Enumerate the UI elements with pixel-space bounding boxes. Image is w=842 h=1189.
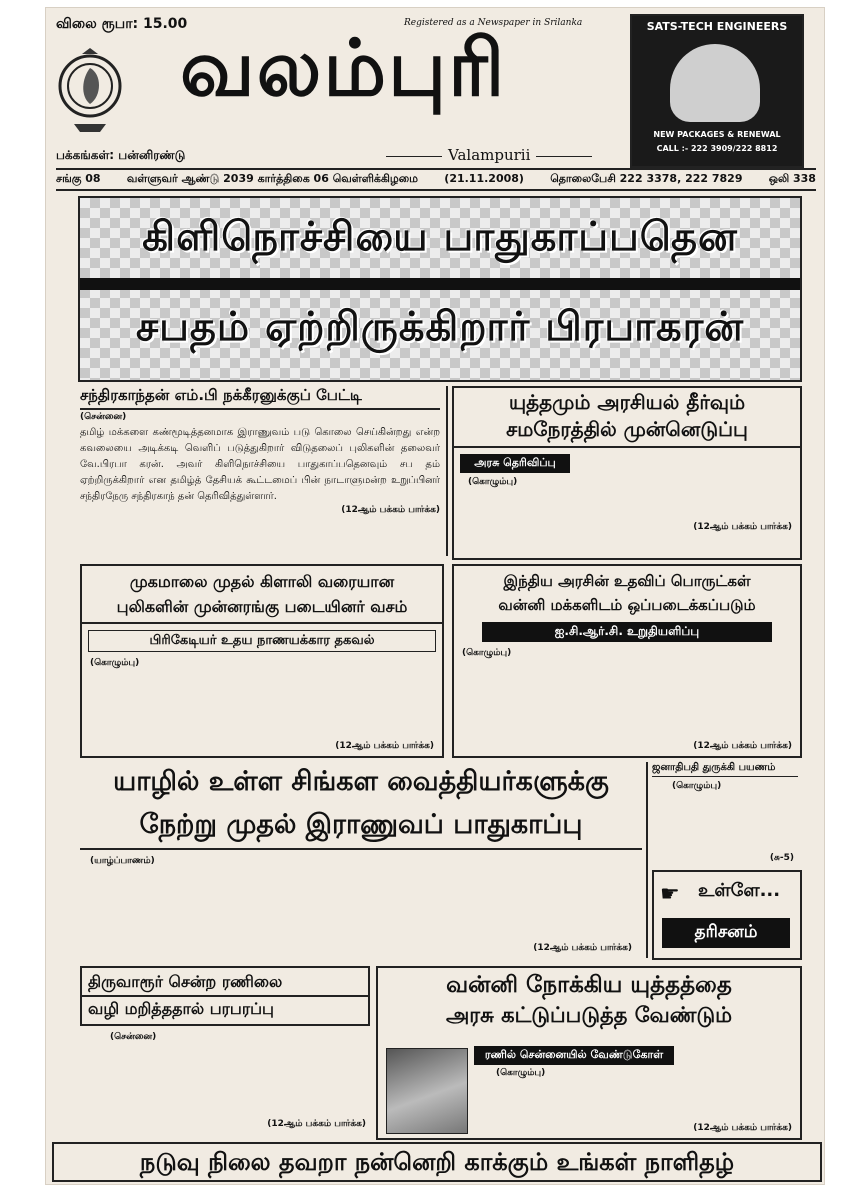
ranil-photo — [386, 1048, 468, 1134]
lead-divider — [80, 278, 800, 290]
story-vanni-war — [376, 966, 802, 1140]
lead-headline-line-2: சபதம் ஏற்றிருக்கிறார் பிரபாகரன் — [135, 304, 745, 350]
story-president-turkey — [652, 762, 798, 866]
column-rule — [646, 762, 648, 958]
story-continued[interactable]: (12ஆம் பக்கம் பார்க்க) — [693, 1123, 792, 1133]
story-body-placeholder — [462, 488, 792, 522]
inside-label: உள்ளே... — [698, 880, 781, 901]
column-rule — [446, 386, 448, 556]
conch-emblem-icon — [54, 46, 126, 136]
story-headline-1[interactable]: முகமாலை முதல் கிளாலி வரையான — [129, 572, 395, 591]
story-subhead: ரணில் சென்னையில் வேண்டுகோள் — [474, 1046, 674, 1065]
masthead-latin: Valampurii — [380, 146, 598, 164]
story-chandrakanthan — [80, 386, 440, 558]
newspaper-page — [46, 8, 824, 1184]
story-continued[interactable]: (12ஆம் பக்கம் பார்க்க) — [693, 522, 792, 532]
story-place: (கொழும்பு) — [496, 1068, 546, 1078]
story-headline[interactable]: ஜனாதிபதி துருக்கி பயணம் — [652, 762, 798, 777]
story-continued[interactable]: (12ஆம் பக்கம் பார்க்க) — [693, 741, 792, 751]
dateline — [56, 168, 816, 191]
story-headline-2[interactable]: புலிகளின் முன்னரங்கு படையினர் வசம் — [82, 597, 442, 624]
story-place: (கொழும்பு) — [672, 781, 722, 791]
advert-title: SATS-TECH ENGINEERS — [646, 20, 788, 33]
story-headline-1[interactable]: யுத்தமும் அரசியல் தீர்வும் — [508, 390, 746, 414]
inside-title: தரிசனம் — [662, 918, 790, 948]
era-date: வள்ளுவர் ஆண்டு 2039 கார்த்திகை 06 வெள்ளிக்கிழமை — [126, 172, 419, 185]
issue-date: (21.11.2008) — [444, 172, 524, 185]
story-war-politics — [452, 386, 802, 560]
story-continued[interactable]: (சு-5) — [769, 853, 794, 863]
registration-note: Registered as a Newspaper in Srilanka — [404, 18, 583, 28]
advert-box — [630, 14, 804, 168]
story-subhead: அரசு தெரிவிப்பு — [460, 454, 570, 473]
story-headline-1[interactable]: வன்னி நோக்கிய யுத்தத்தை — [446, 972, 732, 998]
story-indian-aid — [452, 564, 802, 758]
issue-number: ஒலி 338 — [768, 172, 816, 185]
phone-numbers: தொலைபேசி 222 3378, 222 7829 — [550, 172, 743, 185]
volume-label: சங்கு 08 — [56, 172, 101, 185]
lead-headline-box — [78, 196, 802, 382]
story-place: (கொழும்பு) — [462, 648, 512, 658]
story-continued[interactable]: (12ஆம் பக்கம் பார்க்க) — [533, 943, 632, 953]
story-jaffna-doctors — [80, 762, 642, 958]
page-count: பக்கங்கள்: பன்னிரண்டு — [56, 148, 186, 162]
story-place: (சென்னை) — [110, 1032, 157, 1042]
story-headline-2[interactable]: நேற்று முதல் இராணுவப் பாதுகாப்பு — [80, 809, 642, 850]
masthead-title: வலம்புரி — [180, 24, 507, 114]
story-body: தமிழ் மக்களை கண்மூடித்தனமாக இராணுவம் படு கொலை செய்கின்றது என்ற கவலையை அடிக்கடி வெளிப் படுத்துகிறார் விடுதலைப் புலிகளின் தலைவர் வே.பிரபா கரன். அவர் கிளிநொச்சியை பாதுகாப்பதெனவும் சப தம் ஏற்றிருக்கிறார் என தமிழ்த் தேசியக் கூட்டமைப் பின் நாடாளுமன்ற உறுப்பினர் சந்திரநேரு சந்திரகாந் தன் தெரிவித்துள்ளார். — [80, 427, 440, 502]
bottom-slogan: நடுவு நிலை தவறா நன்னெறி காக்கும் உங்கள் நாளிதழ் — [52, 1142, 822, 1182]
story-headline-1[interactable]: யாழில் உள்ள சிங்கள வைத்தியர்களுக்கு — [113, 766, 609, 797]
pointing-hand-icon: ☛ — [660, 882, 680, 907]
story-ranil-tiruvarur — [80, 966, 370, 1136]
story-continued[interactable]: (12ஆம் பக்கம் பார்க்க) — [267, 1119, 366, 1129]
story-headline[interactable]: சந்திரகாந்தன் எம்.பி நக்கீரனுக்குப் பேட்டி — [80, 386, 440, 410]
advert-line-2: CALL :- 222 3909/222 8812 — [656, 144, 778, 153]
story-headline-2[interactable]: சமநேரத்தில் முன்னெடுப்பு — [454, 417, 800, 448]
story-continued[interactable]: (12ஆம் பக்கம் பார்க்க) — [335, 741, 434, 751]
story-headline-1[interactable]: இந்திய அரசின் உதவிப் பொருட்கள் — [503, 572, 751, 590]
story-place: (யாழ்ப்பாணம்) — [90, 856, 155, 866]
lead-headline-line-1: கிளிநொச்சியை பாதுகாப்பதென — [142, 214, 738, 260]
story-headline-2[interactable]: வன்னி மக்களிடம் ஒப்படைக்கப்படும் — [498, 596, 756, 614]
story-place: (கொழும்பு) — [468, 477, 518, 487]
story-subhead: ஐ.சி.ஆர்.சி. உறுதியளிப்பு — [482, 622, 772, 642]
story-headline-2[interactable]: அரசு கட்டுப்படுத்த வேண்டும் — [445, 1003, 733, 1027]
story-muhamalai — [80, 564, 444, 758]
story-continued[interactable]: (12ஆம் பக்கம் பார்க்க) — [341, 505, 440, 515]
story-place: (சென்னை) — [80, 412, 127, 422]
story-place: (கொழும்பு) — [90, 658, 140, 668]
story-headline-2[interactable]: வழி மறித்ததால் பரபரப்பு — [80, 997, 370, 1026]
story-headline-1[interactable]: திருவாரூர் சென்ற ரணிலை — [80, 966, 370, 997]
advert-line-1: NEW PACKAGES & RENEWAL — [653, 130, 781, 139]
satellite-dish-icon — [670, 44, 760, 122]
story-subhead: பிரிகேடியர் உதய நாணயக்கார தகவல் — [88, 630, 436, 652]
price-label: விலை ரூபா: 15.00 — [56, 16, 188, 32]
inside-box[interactable] — [652, 870, 802, 960]
